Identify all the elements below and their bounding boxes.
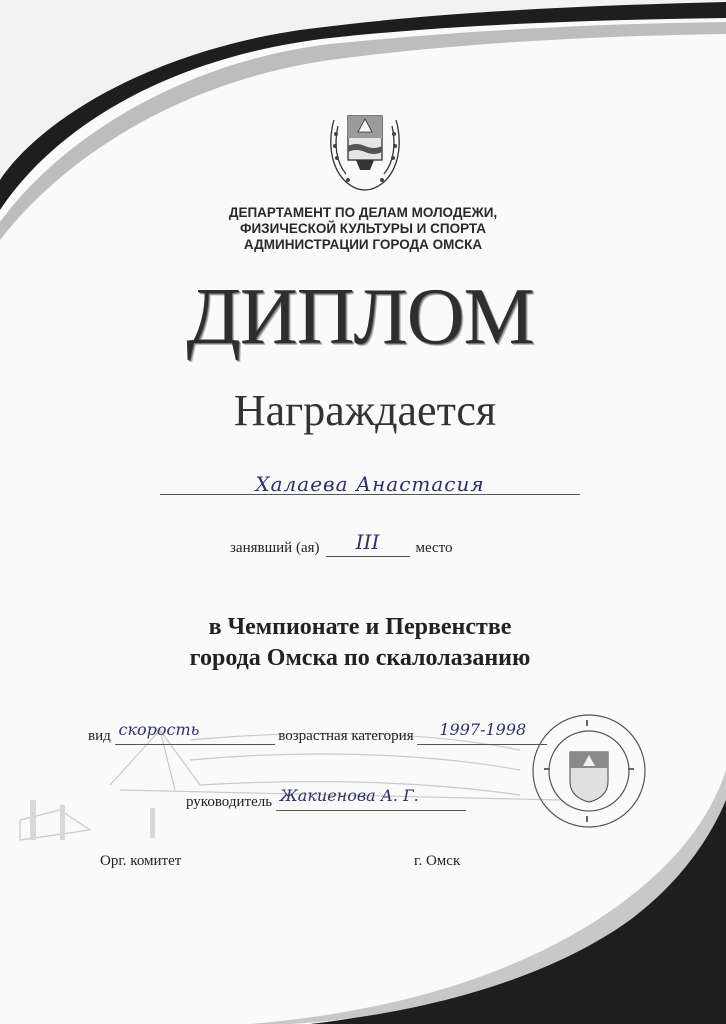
place-prefix: занявший (ая) — [230, 540, 320, 556]
city: г. Омск — [414, 853, 461, 869]
leader-blank — [276, 786, 466, 811]
diploma-title: ДИПЛОМ — [186, 273, 534, 361]
omsk-coat-of-arms-icon — [326, 110, 404, 192]
recipient-name: Халаева Анастасия — [255, 472, 485, 496]
discipline-value: скорость — [118, 720, 200, 739]
leader-label: руководитель — [186, 794, 273, 810]
competition-title — [110, 612, 610, 674]
discipline-label: вид — [88, 728, 111, 744]
age-category-value: 1997-1998 — [439, 720, 527, 739]
leader-value: Жакиенова А. Г. — [279, 786, 419, 805]
place-value: III — [355, 530, 380, 554]
place-row — [230, 530, 530, 557]
leader-row — [186, 786, 466, 811]
discipline-row — [88, 720, 547, 745]
age-category-label: возрастная категория — [278, 728, 414, 744]
competition-line-1: в Чемпионате и Первенстве — [208, 614, 512, 640]
age-category-blank — [417, 720, 547, 745]
place-blank — [326, 530, 410, 557]
discipline-blank — [115, 720, 275, 745]
place-suffix: место — [415, 540, 453, 556]
department-line-3: АДМИНИСТРАЦИИ ГОРОДА ОМСКА — [243, 237, 483, 252]
recipient-name-line — [160, 494, 580, 495]
department-header — [190, 205, 536, 253]
department-line-1: ДЕПАРТАМЕНТ ПО ДЕЛАМ МОЛОДЕЖИ, — [228, 205, 498, 220]
official-stamp — [530, 712, 648, 830]
department-line-2: ФИЗИЧЕСКОЙ КУЛЬТУРЫ И СПОРТА — [239, 221, 487, 236]
awarded-label: Награждается — [233, 386, 497, 435]
org-committee: Орг. комитет — [100, 853, 182, 869]
competition-line-2: города Омска по скалолазанию — [189, 645, 531, 671]
